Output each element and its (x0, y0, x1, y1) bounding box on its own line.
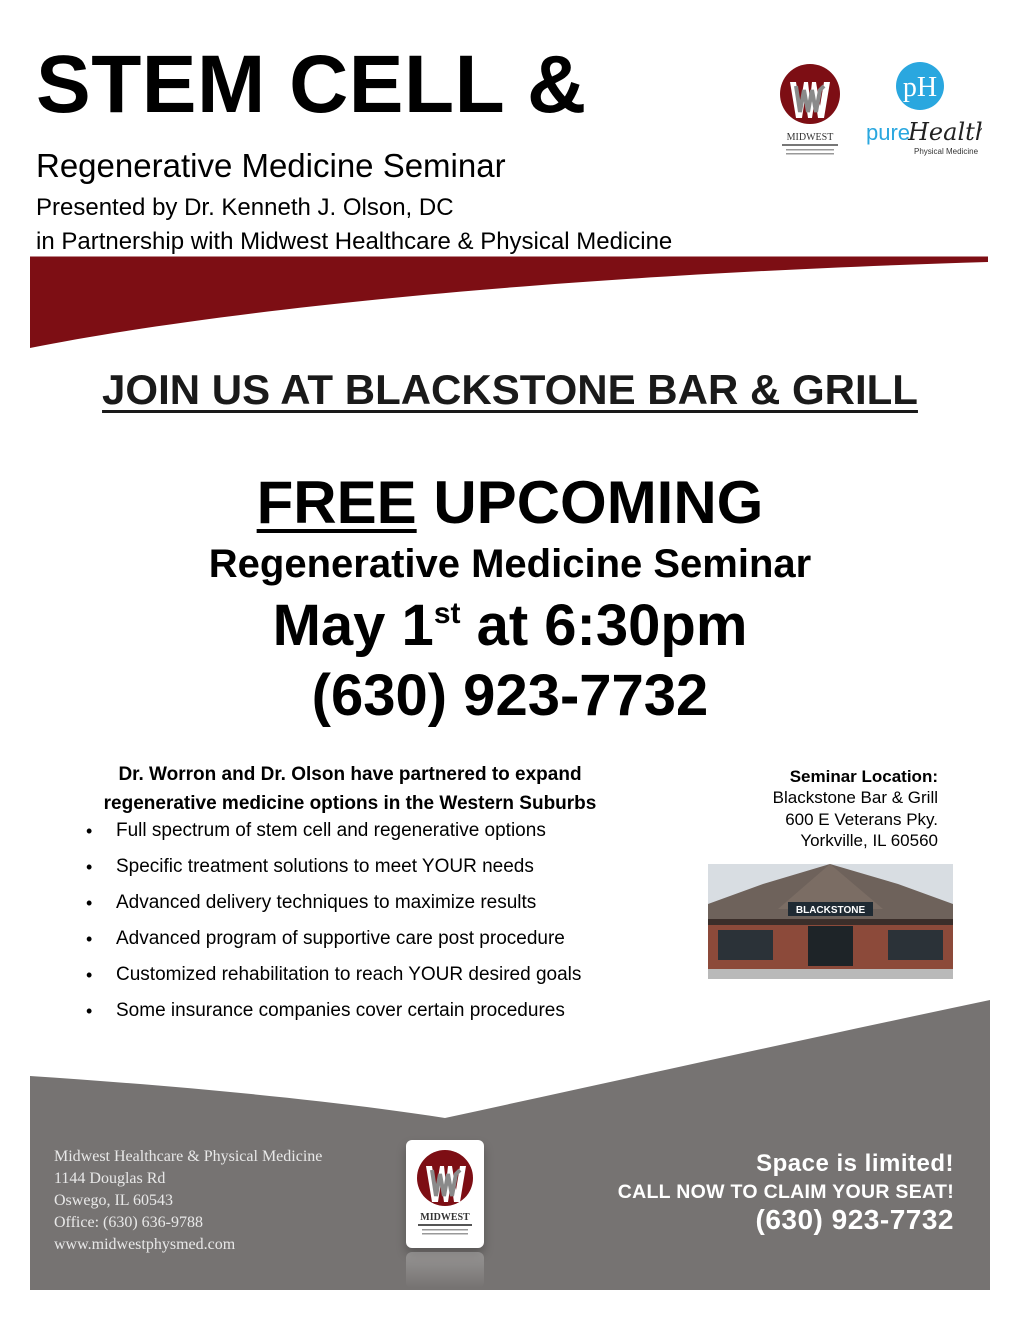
purehealth-sub-text: Physical Medicine (913, 147, 979, 156)
footer-city: Oswego, IL 60543 (54, 1192, 173, 1210)
free-upcoming-heading (0, 470, 1020, 536)
pure-text: pure (866, 120, 911, 145)
footer-midwest-logo (406, 1140, 484, 1248)
footer-call-to-action (618, 1150, 954, 1236)
list-item: • Specific treatment solutions to meet YOUR needs (86, 852, 686, 888)
partnership-intro: Dr. Worron and Dr. Olson have partnered to expand regenerative medicine options in the Western Suburbs (103, 764, 597, 815)
midwest-logo-text: MIDWEST (786, 132, 834, 143)
seminar-location (773, 766, 938, 851)
list-item: • Customized rehabilitation to reach YOUR desired goals (86, 960, 686, 996)
health-text: Health (908, 118, 982, 146)
list-item: • Advanced delivery techniques to maximize results (86, 888, 686, 924)
footer-website-link[interactable]: www.midwestphysmed.com (54, 1236, 236, 1254)
midwest-logo (772, 60, 848, 160)
join-heading: JOIN US AT BLACKSTONE BAR & GRILL (102, 366, 918, 413)
upcoming-word: UPCOMING (416, 469, 764, 536)
ph-badge-text: pH (902, 72, 938, 103)
footer-street: 1144 Douglas Rd (54, 1170, 166, 1188)
event-date: May 1st at 6:30pm (272, 593, 748, 658)
footer-logo-reflection (406, 1252, 484, 1288)
footer-logo-text: MIDWEST (420, 1212, 470, 1223)
presenter-line: Presented by Dr. Kenneth J. Olson, DC (36, 194, 454, 221)
venue-photo (708, 864, 953, 979)
list-item: • Advanced program of supportive care post procedure (86, 924, 686, 960)
call-now-text: CALL NOW TO CLAIM YOUR SEAT! (617, 1180, 954, 1203)
location-city: Yorkville, IL 60560 (800, 830, 938, 850)
list-item: • Full spectrum of stem cell and regenerative options (86, 816, 686, 852)
location-street: 600 E Veterans Pky. (785, 809, 938, 829)
free-word: FREE (256, 469, 417, 536)
footer-office-phone: Office: (630) 636-9788 (54, 1214, 203, 1232)
event-phone[interactable]: (630) 923-7732 (311, 663, 709, 728)
event-seminar-title: Regenerative Medicine Seminar (208, 542, 812, 586)
maroon-swoosh (0, 254, 1020, 354)
space-limited-text: Space is limited! (756, 1150, 954, 1177)
footer-org: Midwest Healthcare & Physical Medicine (54, 1148, 323, 1165)
footer-contact (54, 1146, 322, 1256)
location-name: Blackstone Bar & Grill (772, 788, 938, 808)
main-title: STEM CELL & (36, 39, 587, 130)
location-label: Seminar Location: (789, 767, 938, 786)
purehealth-logo (862, 60, 982, 160)
venue-sign-text: BLACKSTONE (795, 905, 866, 916)
partnership-line: in Partnership with Midwest Healthcare & Physical Medicine (36, 228, 673, 255)
list-item: • Some insurance companies cover certain procedures (86, 996, 686, 1032)
footer-phone[interactable]: (630) 923-7732 (755, 1204, 954, 1236)
seminar-subtitle: Regenerative Medicine Seminar (36, 147, 506, 184)
